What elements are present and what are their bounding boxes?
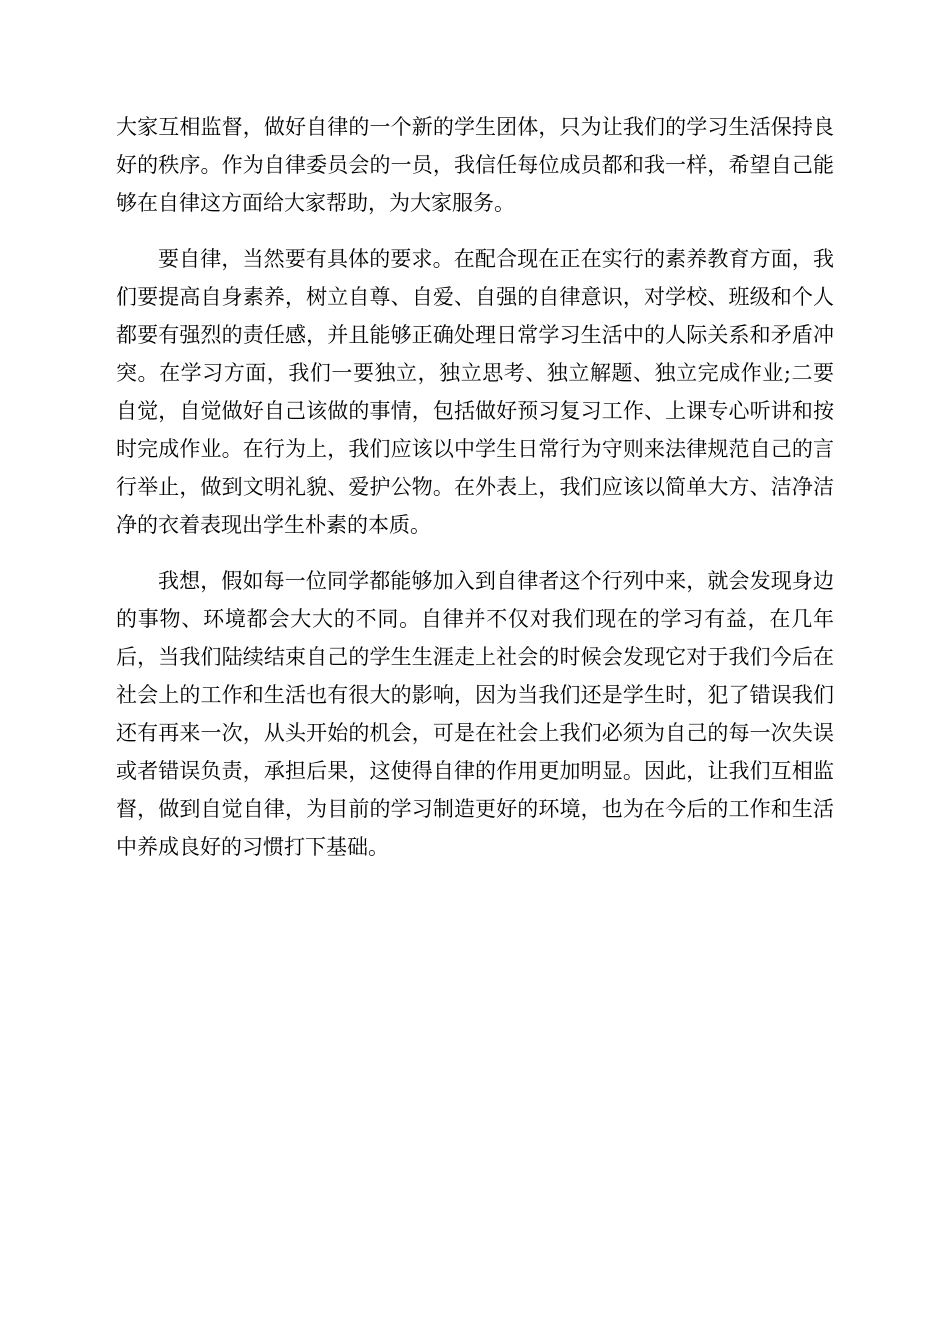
paragraph-3: 我想，假如每一位同学都能够加入到自律者这个行列中来，就会发现身边的事物、环境都会大大的不同。自律并不仅对我们现在的学习有益，在几年后，当我们陆续结束自己的学生生涯走上社会的时候会发现它对于我们今后在社会上的工作和生活也有很大的影响，因为当我们还是学生时，犯了错误我们还有再来一次，从头开始的机会，可是在社会上我们必须为自己的每一次失误或者错误负责，承担后果，这使得自律的作用更加明显。因此，让我们互相监督，做到自觉自律，为目前的学习制造更好的环境，也为在今后的工作和生活中养成良好的习惯打下基础。 — [116, 569, 834, 859]
paragraph-1: 大家互相监督，做好自律的一个新的学生团体，只为让我们的学习生活保持良好的秩序。作为自律委员会的一员，我信任每位成员都和我一样，希望自己能够在自律这方面给大家帮助，为大家服务。 — [116, 115, 834, 215]
paragraph-2: 要自律，当然要有具体的要求。在配合现在正在实行的素养教育方面，我们要提高自身素养，树立自尊、自爱、自强的自律意识，对学校、班级和个人都要有强烈的责任感，并且能够正确处理日常学习生活中的人际关系和矛盾冲突。在学习方面，我们一要独立，独立思考、独立解题、独立完成作业;二要自觉，自觉做好自己该做的事情，包括做好预习复习工作、上课专心听讲和按时完成作业。在行为上，我们应该以中学生日常行为守则来法律规范自己的言行举止，做到文明礼貌、爱护公物。在外表上，我们应该以简单大方、洁净洁净的衣着表现出学生朴素的本质。 — [116, 247, 834, 537]
document-body — [116, 108, 834, 884]
